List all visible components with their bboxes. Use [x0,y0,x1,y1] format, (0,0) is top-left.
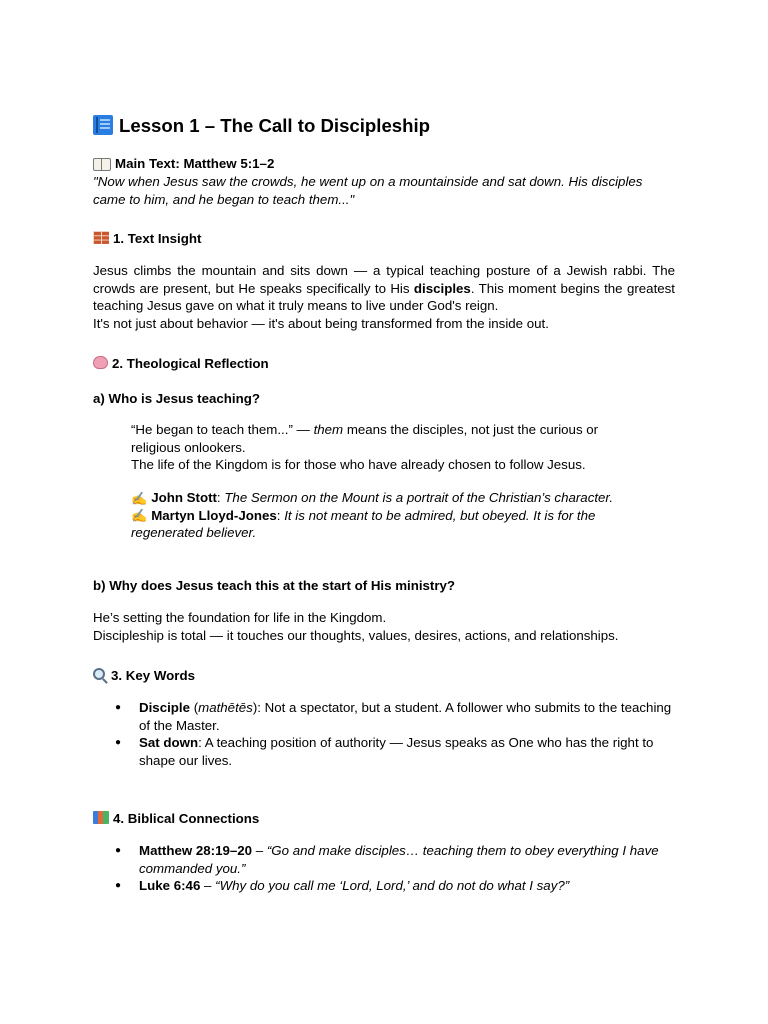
section1-paragraph: Jesus climbs the mountain and sits down — a typical teaching posture of a Jewish rabbi. The crowds are present, but He speaks specifically to His disciples. This moment begins the greatest teaching Jesus gave on what it truly means to live under God's reign. [93,263,675,313]
writing-hand-icon: ✍ [131,508,148,524]
brick-icon [93,231,109,244]
section1-paragraph-2: It's not just about behavior — it's about being transformed from the inside out. [93,316,549,331]
section3-heading: 3. Key Words [93,667,195,684]
section4-heading: 4. Biblical Connections [93,810,259,827]
key-words-list [93,699,675,769]
connections-list [93,842,675,895]
who-teaching-block [131,421,651,474]
subheading-b: b) Why does Jesus teach this at the start of His ministry? [93,578,456,593]
section2-heading: 2. Theological Reflection [93,355,269,372]
quote-lloyd-jones: ✍ Martyn Lloyd-Jones: It is not meant to be admired, but obeyed. It is for the regenerated believer. [131,507,596,540]
lesson-title: Lesson 1 – The Call to Discipleship [93,114,430,138]
list-item: ● Luke 6:46 – “Why do you call me ‘Lord, Lord,’ and do not do what I say?” [93,877,675,895]
section1-heading: 1. Text Insight [93,230,201,247]
books-icon [93,811,109,824]
list-item: ● Disciple (mathētēs): Not a spectator, but a student. A follower who submits to the teaching of the Master. [93,699,675,734]
why-teach-p2: Discipleship is total — it touches our thoughts, values, desires, actions, and relationships. [93,628,619,643]
brain-icon [93,356,108,369]
list-item: ● Sat down: A teaching position of authority — Jesus speaks as One who has the right to shape our lives. [93,734,675,769]
quotes-block [131,489,631,542]
subheading-a: a) Who is Jesus teaching? [93,391,260,406]
why-teach-p1: He’s setting the foundation for life in the Kingdom. [93,610,387,625]
main-text-quote: "Now when Jesus saw the crowds, he went up on a mountainside and sat down. His disciples came to him, and he began to teach them..." [93,174,643,207]
who-teaching-p2: The life of the Kingdom is for those who have already chosen to follow Jesus. [131,457,586,472]
main-text-heading: Main Text: Matthew 5:1–2 [93,155,274,172]
open-book-icon [93,158,111,171]
blue-book-icon [93,115,113,135]
list-item: ● Matthew 28:19–20 – “Go and make disciples… teaching them to obey everything I have commanded you.” [93,842,675,877]
quote-stott: ✍ John Stott: The Sermon on the Mount is a portrait of the Christian’s character. [131,490,614,506]
magnifying-glass-icon [93,668,105,680]
who-teaching-p1: “He began to teach them...” — them means the disciples, not just the curious or religious onlookers. [131,422,599,455]
writing-hand-icon: ✍ [131,490,148,506]
